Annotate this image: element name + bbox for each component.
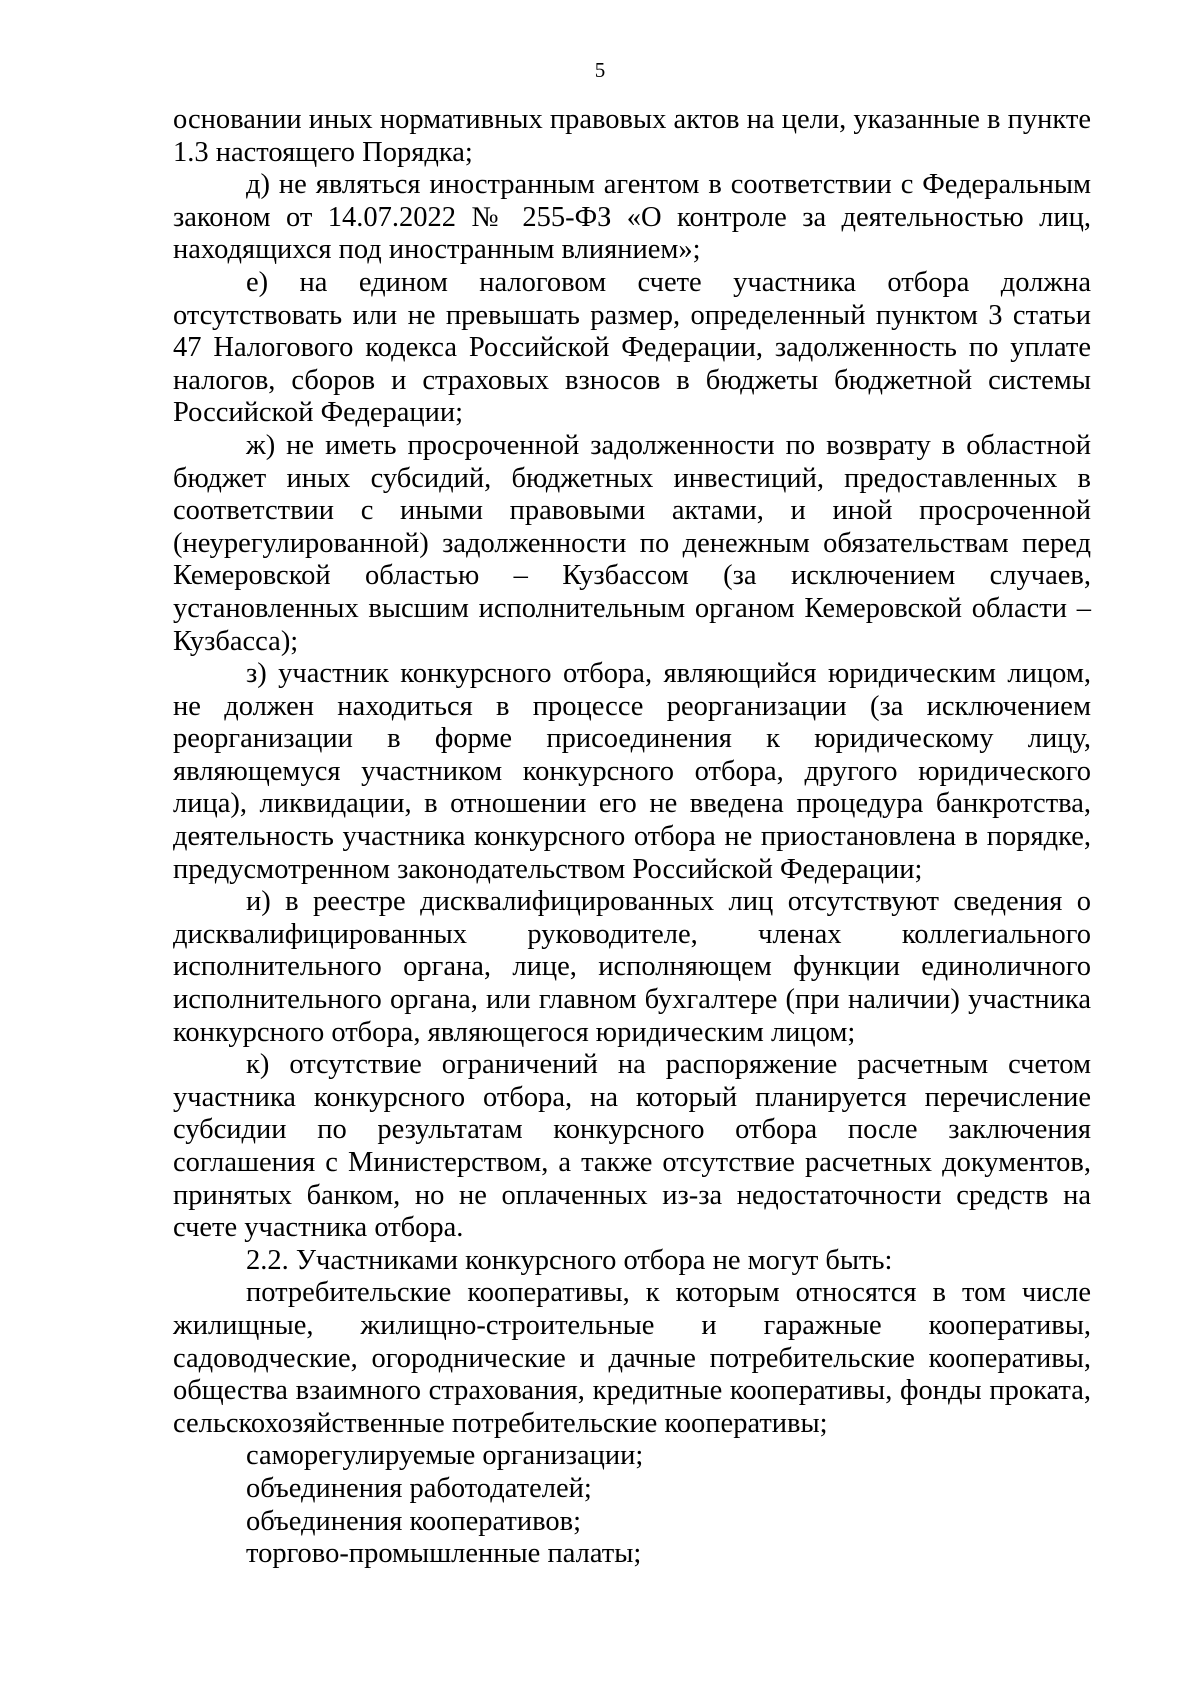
paragraph-item-k: к) отсутствие ограничений на распоряжение расчетным счетом участника конкурсного отбора, на который планируется перечисление субсидии по результатам конкурсного отбора после заключения соглашения с Министерством, а также отсутствие расчетных документов, принятых банком, но не оплаченных из-за недостаточности средств на счете участника отбора. bbox=[173, 1049, 1091, 1244]
list-item-self-regulating: саморегулируемые организации; bbox=[246, 1440, 644, 1472]
list-item-chambers: торгово-промышленные палаты; bbox=[246, 1538, 642, 1570]
list-item-employers: объединения работодателей; bbox=[246, 1472, 592, 1504]
page-number: 5 bbox=[594, 58, 606, 82]
paragraph-continuation: основании иных нормативных правовых актов на цели, указанные в пункте 1.3 настоящего Порядка; bbox=[173, 104, 1091, 168]
list-item-cooperative-unions: объединения кооперативов; bbox=[246, 1505, 582, 1537]
paragraph-section-2-2: 2.2. Участниками конкурсного отбора не могут быть: bbox=[246, 1244, 893, 1276]
paragraph-item-d: д) не являться иностранным агентом в соответствии с Федеральным законом от 14.07.2022 № 255-ФЗ «О контроле за деятельностью лиц, находящихся под иностранным влиянием»; bbox=[173, 169, 1091, 266]
paragraph-item-z: з) участник конкурсного отбора, являющийся юридическим лицом, не должен находиться в процессе реорганизации (за исключением реорганизации в форме присоединения к юридическому лицу, являющемуся участником конкурсного отбора, другого юридического лица), ликвидации, в отношении его не введена процедура банкротства, деятельность участника конкурсного отбора не приостановлена в порядке, предусмотренном законодательством Российской Федерации; bbox=[173, 658, 1091, 885]
paragraph-item-zh: ж) не иметь просроченной задолженности по возврату в областной бюджет иных субсидий, бюджетных инвестиций, предоставленных в соответствии с иными правовыми актами, и иной просроченной (неурегулированной) задолженности по денежным обязательствам перед Кемеровской областью – Кузбассом (за исключением случаев, установленных высшим исполнительным органом Кемеровской области – Кузбасса); bbox=[173, 429, 1091, 657]
paragraph-consumer-cooperatives: потребительские кооперативы, к которым относятся в том числе жилищные, жилищно-строительные и гаражные кооперативы, садоводческие, огороднические и дачные потребительские кооперативы, общества взаимного страхования, кредитные кооперативы, фонды проката, сельскохозяйственные потребительские кооперативы; bbox=[173, 1277, 1091, 1439]
paragraph-item-i: и) в реестре дисквалифицированных лиц отсутствуют сведения о дисквалифицированных руководителе, членах коллегиального исполнительного органа, лице, исполняющем функции единоличного исполнительного органа, или главном бухгалтере (при наличии) участника конкурсного отбора, являющегося юридическим лицом; bbox=[173, 886, 1091, 1048]
document-body bbox=[173, 104, 1091, 1571]
paragraph-item-e: е) на едином налоговом счете участника отбора должна отсутствовать или не превышать размер, определенный пунктом 3 статьи 47 Налогового кодекса Российской Федерации, задолженность по уплате налогов, сборов и страховых взносов в бюджеты бюджетной системы Российской Федерации; bbox=[173, 266, 1091, 429]
